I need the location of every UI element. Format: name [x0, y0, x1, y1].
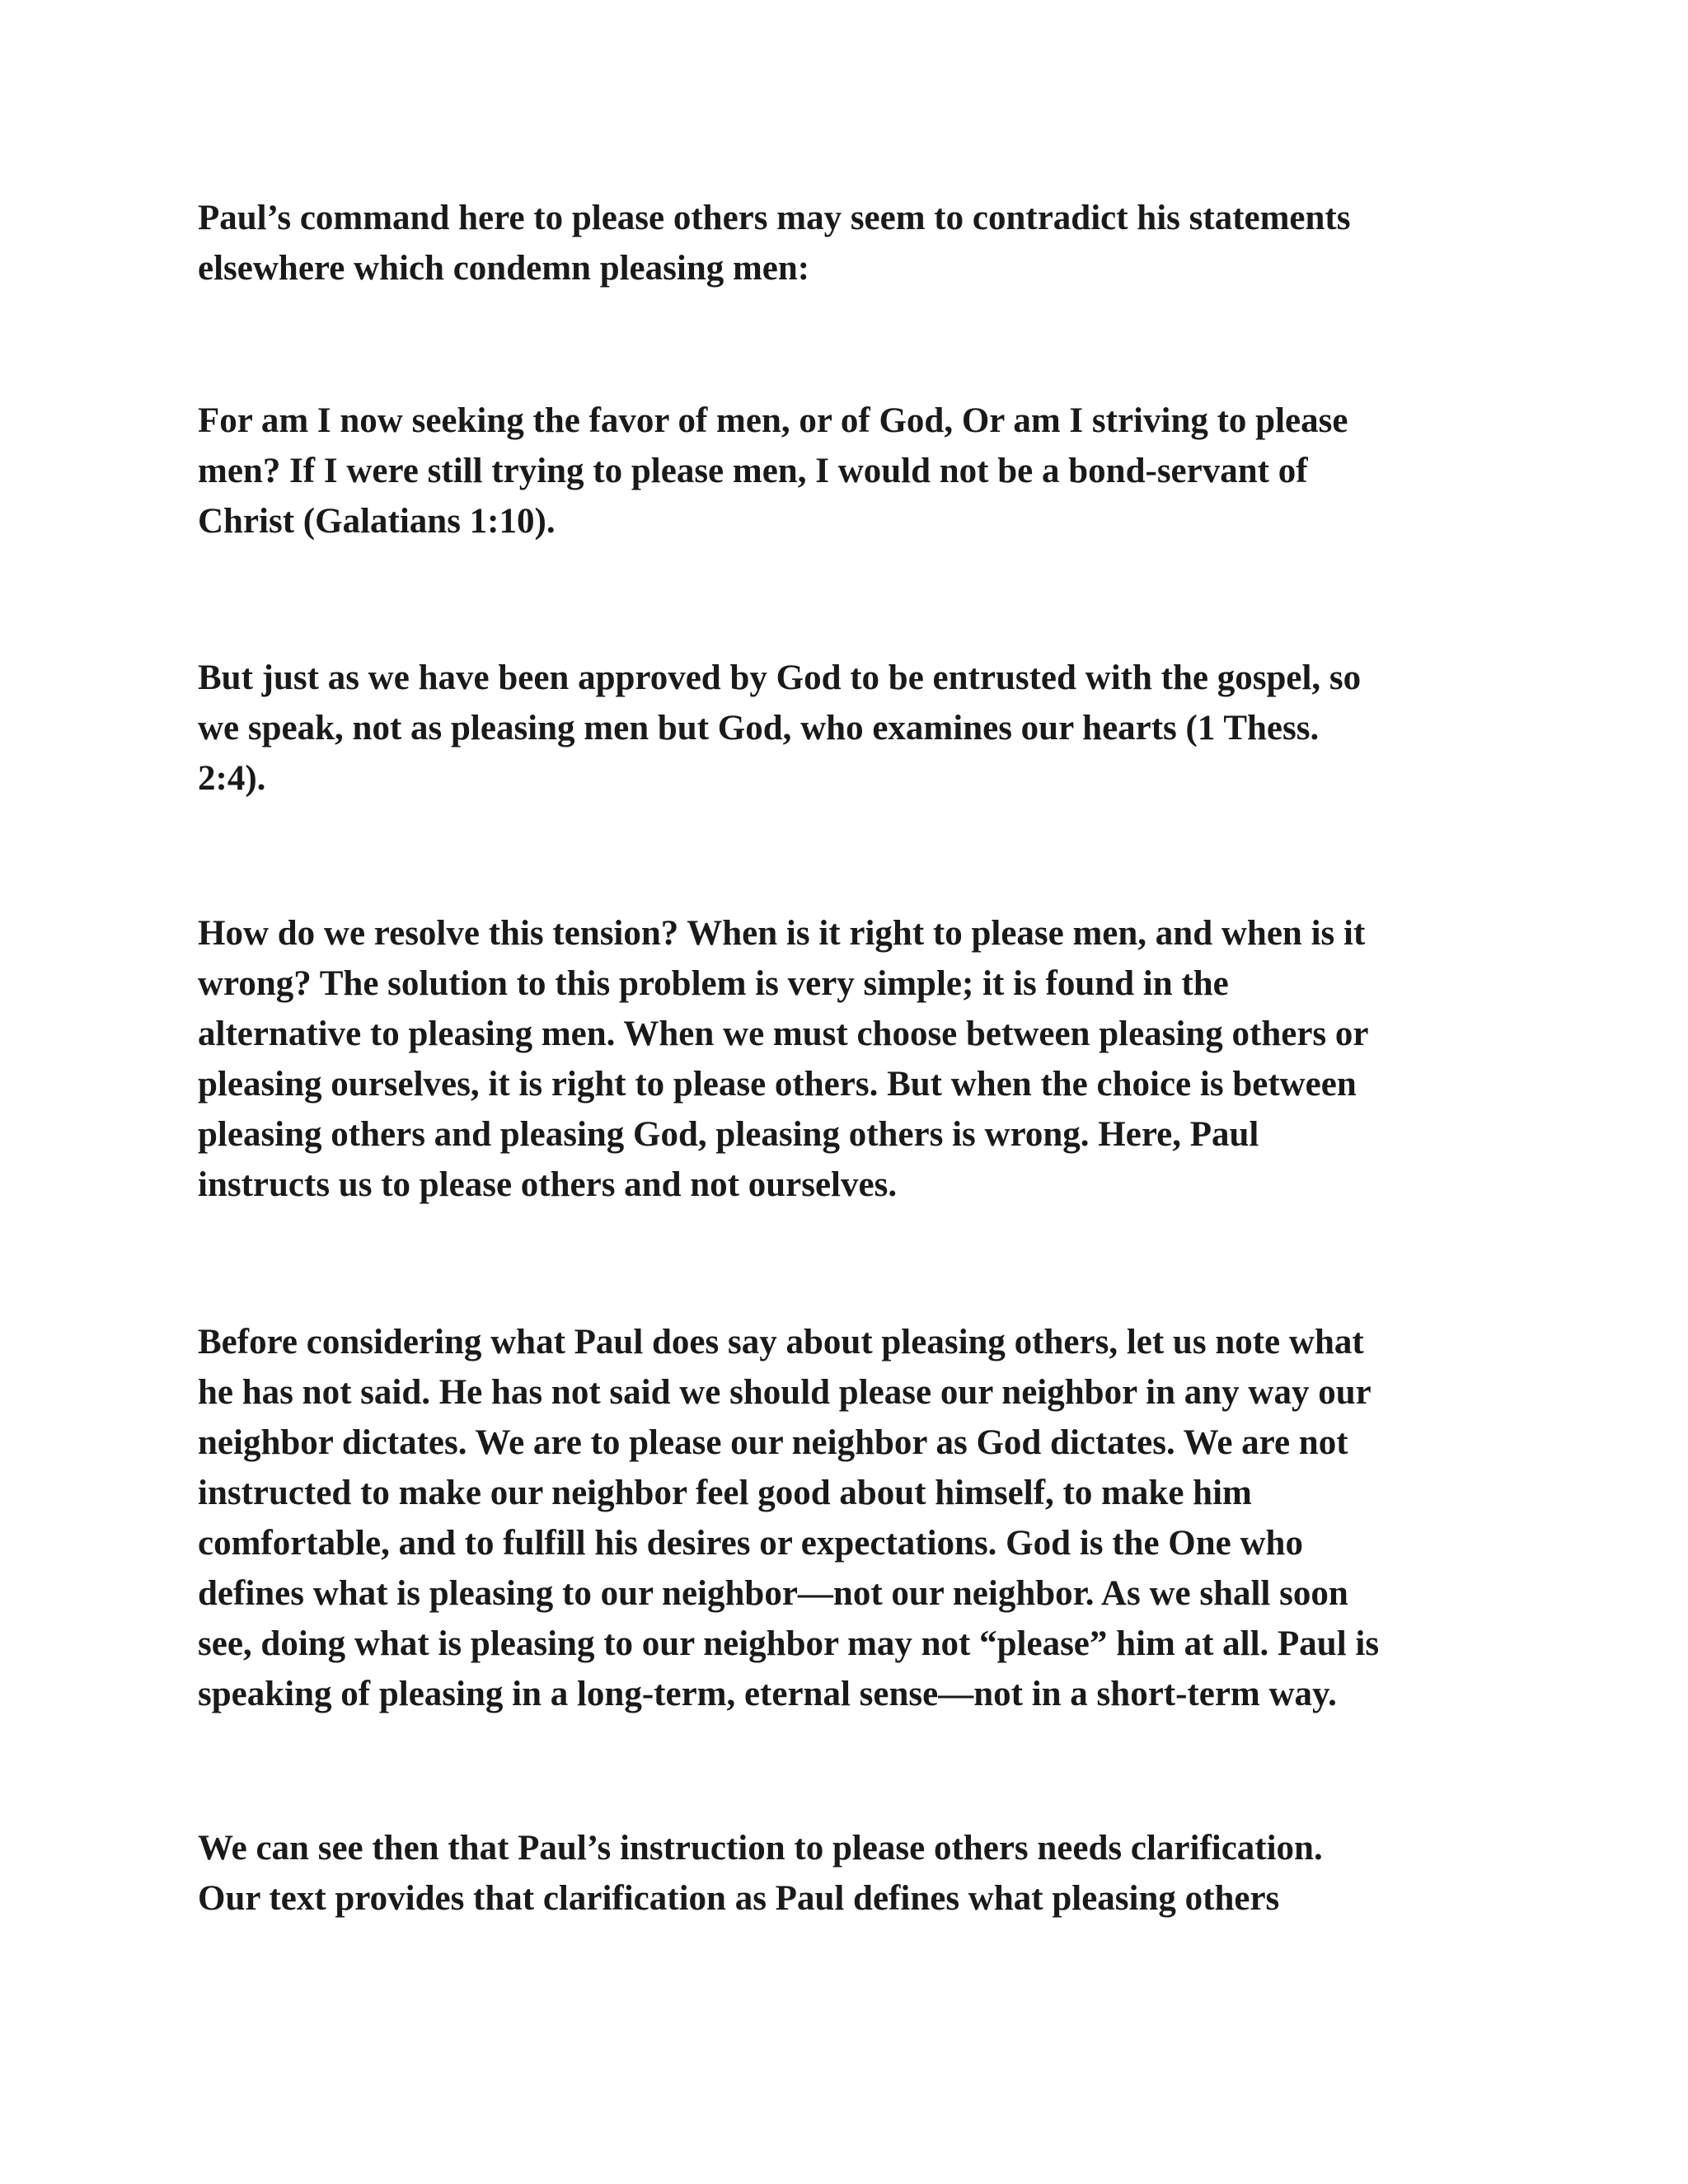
- text-line: elsewhere which condemn pleasing men:: [198, 249, 810, 288]
- paragraph-clarification: [198, 1823, 1517, 1924]
- text-line: Before considering what Paul does say about pleasing others, let us note what: [198, 1323, 1364, 1361]
- text-line: men? If I were still trying to please men, I would not be a bond-servant of: [198, 452, 1308, 490]
- text-line: 2:4).: [198, 759, 266, 798]
- text-line: Our text provides that clarification as Paul defines what pleasing others: [198, 1879, 1280, 1918]
- text-line: alternative to pleasing men. When we must choose between pleasing others or: [198, 1015, 1369, 1053]
- text-line: Paul’s command here to please others may seem to contradict his statements: [198, 199, 1351, 237]
- text-line: instructs us to please others and not ourselves.: [198, 1165, 898, 1204]
- paragraph-introduction: [198, 193, 1517, 293]
- text-line: We can see then that Paul’s instruction to please others needs clarification.: [198, 1829, 1323, 1868]
- text-line: see, doing what is pleasing to our neighbor may not “please” him at all. Paul is: [198, 1624, 1380, 1663]
- paragraph-thessalonians-quote: [198, 653, 1517, 804]
- text-line: neighbor dictates. We are to please our neighbor as God dictates. We are not: [198, 1423, 1348, 1462]
- text-line: For am I now seeking the favor of men, or of God, Or am I striving to please: [198, 401, 1348, 440]
- text-line: comfortable, and to fulfill his desires or expectations. God is the One who: [198, 1524, 1303, 1563]
- text-line: speaking of pleasing in a long-term, eternal sense—not in a short-term way.: [198, 1675, 1337, 1713]
- text-line: pleasing others and pleasing God, pleasing others is wrong. Here, Paul: [198, 1115, 1259, 1154]
- text-line: Christ (Galatians 1:10).: [198, 502, 556, 541]
- text-line: How do we resolve this tension? When is it right to please men, and when is it: [198, 914, 1366, 953]
- text-line: we speak, not as pleasing men but God, who examines our hearts (1 Thess.: [198, 709, 1320, 748]
- text-line: But just as we have been approved by God to be entrusted with the gospel, so: [198, 658, 1362, 697]
- text-line: pleasing ourselves, it is right to please others. But when the choice is between: [198, 1065, 1357, 1104]
- paragraph-galatians-quote: [198, 396, 1517, 546]
- paragraph-what-paul-has-not-said: [198, 1317, 1517, 1719]
- text-line: wrong? The solution to this problem is very simple; it is found in the: [198, 964, 1229, 1003]
- text-line: instructed to make our neighbor feel good about himself, to make him: [198, 1474, 1252, 1512]
- text-line: he has not said. He has not said we should please our neighbor in any way our: [198, 1373, 1372, 1412]
- paragraph-resolving-tension: [198, 908, 1517, 1210]
- text-line: defines what is pleasing to our neighbor—not our neighbor. As we shall soon: [198, 1574, 1348, 1613]
